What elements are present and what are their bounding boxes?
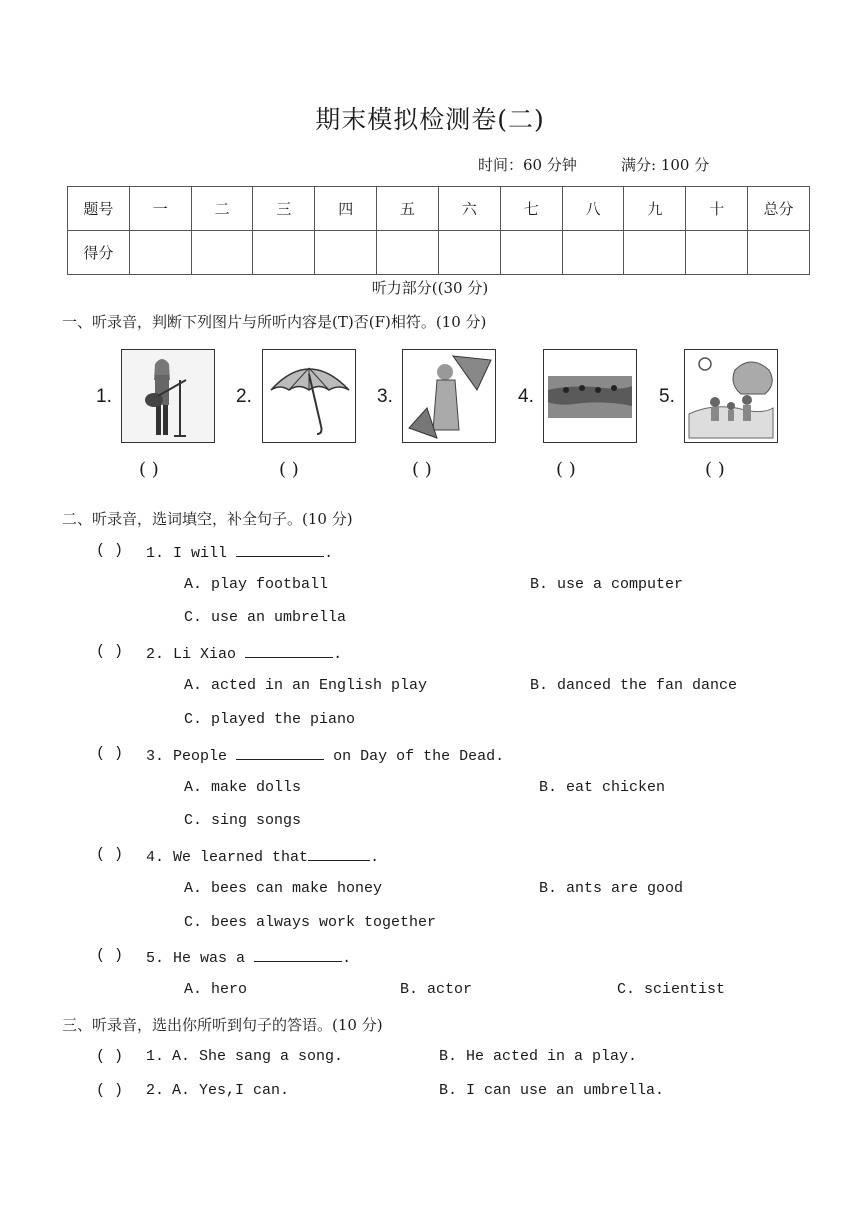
fill-blank[interactable] bbox=[236, 542, 324, 557]
option-a[interactable]: A. bees can make honey bbox=[184, 880, 383, 897]
question-text: on Day of the Dead. bbox=[333, 748, 505, 765]
fill-blank[interactable] bbox=[308, 846, 370, 861]
score-table bbox=[67, 186, 810, 275]
answer-paren[interactable]: ( ) bbox=[96, 1048, 124, 1065]
option-c[interactable]: C. scientist bbox=[617, 981, 726, 998]
question-text: . bbox=[342, 950, 352, 967]
score-table-header-row bbox=[68, 187, 810, 231]
score-cell[interactable] bbox=[624, 231, 686, 275]
question-number: 1. bbox=[146, 1048, 165, 1065]
question-stem bbox=[146, 643, 342, 663]
table-cell: 题号 bbox=[68, 187, 130, 231]
score-info: 满分: 100 分 bbox=[621, 156, 710, 174]
table-cell: 二 bbox=[191, 187, 253, 231]
answer-paren[interactable]: ( ) bbox=[412, 459, 432, 480]
question-number: 2. bbox=[146, 1082, 165, 1099]
option-a[interactable]: A. play football bbox=[184, 576, 329, 593]
answer-paren[interactable]: ( ) bbox=[96, 947, 124, 964]
option-a[interactable]: A. Yes,I can. bbox=[172, 1082, 290, 1099]
option-b[interactable]: B. danced the fan dance bbox=[530, 677, 738, 694]
table-cell: 八 bbox=[562, 187, 624, 231]
answer-paren[interactable]: ( ) bbox=[96, 745, 124, 762]
table-cell: 四 bbox=[315, 187, 377, 231]
score-cell[interactable] bbox=[315, 231, 377, 275]
score-cell[interactable] bbox=[191, 231, 253, 275]
question-stem bbox=[146, 542, 333, 562]
option-c[interactable]: C. played the piano bbox=[184, 711, 356, 728]
time-info: 时间：60 分钟 bbox=[478, 156, 577, 174]
question-number: 3. bbox=[146, 748, 165, 765]
question-stem bbox=[146, 745, 504, 765]
picture-number: 4. bbox=[518, 386, 534, 407]
question-number: 2. bbox=[146, 646, 165, 663]
option-b[interactable]: B. ants are good bbox=[539, 880, 684, 897]
family-outing-icon bbox=[684, 349, 778, 443]
option-c[interactable]: C. use an umbrella bbox=[184, 609, 347, 626]
answer-paren[interactable]: ( ) bbox=[96, 846, 124, 863]
table-cell: 五 bbox=[377, 187, 439, 231]
fan-dancer-icon bbox=[402, 349, 496, 443]
table-cell: 六 bbox=[438, 187, 500, 231]
answer-paren[interactable]: ( ) bbox=[96, 1082, 124, 1099]
singer-with-guitar-icon bbox=[121, 349, 215, 443]
question-text: I will bbox=[173, 545, 228, 562]
exam-title: 期末模拟检测卷(二) bbox=[315, 105, 545, 134]
score-cell[interactable] bbox=[253, 231, 315, 275]
option-b[interactable]: B. eat chicken bbox=[539, 779, 666, 796]
fill-blank[interactable] bbox=[245, 643, 333, 658]
picture-number: 2. bbox=[236, 386, 252, 407]
score-cell[interactable] bbox=[748, 231, 810, 275]
fill-blank[interactable] bbox=[254, 947, 342, 962]
dragon-boat-icon bbox=[543, 349, 637, 443]
question-text: . bbox=[370, 849, 380, 866]
option-a[interactable]: A. She sang a song. bbox=[172, 1048, 344, 1065]
score-cell[interactable] bbox=[438, 231, 500, 275]
question-number: 1. bbox=[146, 545, 165, 562]
picture-number: 5. bbox=[659, 386, 675, 407]
score-cell[interactable] bbox=[129, 231, 191, 275]
table-cell: 七 bbox=[500, 187, 562, 231]
option-b[interactable]: B. actor bbox=[400, 981, 473, 998]
table-cell: 十 bbox=[686, 187, 748, 231]
question-stem bbox=[146, 846, 379, 866]
answer-paren[interactable]: ( ) bbox=[279, 459, 299, 480]
question-stem bbox=[146, 947, 351, 967]
score-cell[interactable] bbox=[686, 231, 748, 275]
option-c[interactable]: C. sing songs bbox=[184, 812, 302, 829]
table-cell: 九 bbox=[624, 187, 686, 231]
table-cell: 总分 bbox=[748, 187, 810, 231]
picture-number: 3. bbox=[377, 386, 393, 407]
picture-number: 1. bbox=[96, 386, 112, 407]
table-cell: 三 bbox=[253, 187, 315, 231]
question-text: . bbox=[324, 545, 334, 562]
score-cell[interactable] bbox=[562, 231, 624, 275]
section3-title: 三、听录音，选出你所听到句子的答语。(10 分) bbox=[62, 1016, 383, 1034]
question-number: 4. bbox=[146, 849, 165, 866]
question-text: People bbox=[173, 748, 228, 765]
question-text: Li Xiao bbox=[173, 646, 237, 663]
option-b[interactable]: B. He acted in a play. bbox=[439, 1048, 638, 1065]
score-cell[interactable] bbox=[500, 231, 562, 275]
question-number: 5. bbox=[146, 950, 165, 967]
umbrella-icon bbox=[262, 349, 356, 443]
option-b[interactable]: B. use a computer bbox=[530, 576, 684, 593]
answer-paren[interactable]: ( ) bbox=[705, 459, 725, 480]
option-b[interactable]: B. I can use an umbrella. bbox=[439, 1082, 665, 1099]
table-cell: 得分 bbox=[68, 231, 130, 275]
question-text: . bbox=[333, 646, 343, 663]
listening-header: 听力部分((30 分) bbox=[371, 279, 489, 297]
answer-paren[interactable]: ( ) bbox=[139, 459, 159, 480]
score-cell[interactable] bbox=[377, 231, 439, 275]
option-c[interactable]: C. bees always work together bbox=[184, 914, 437, 931]
answer-paren[interactable]: ( ) bbox=[96, 643, 124, 660]
option-a[interactable]: A. make dolls bbox=[184, 779, 302, 796]
option-a[interactable]: A. hero bbox=[184, 981, 248, 998]
question-text: We learned that bbox=[173, 849, 309, 866]
section2-title: 二、听录音，选词填空，补全句子。(10 分) bbox=[62, 510, 353, 528]
fill-blank[interactable] bbox=[236, 745, 324, 760]
question-text: He was a bbox=[173, 950, 246, 967]
answer-paren[interactable]: ( ) bbox=[556, 459, 576, 480]
table-cell: 一 bbox=[129, 187, 191, 231]
section1-title: 一、听录音，判断下列图片与所听内容是(T)否(F)相符。(10 分) bbox=[62, 313, 487, 331]
option-a[interactable]: A. acted in an English play bbox=[184, 677, 428, 694]
answer-paren[interactable]: ( ) bbox=[96, 542, 124, 559]
score-table-score-row bbox=[68, 231, 810, 275]
